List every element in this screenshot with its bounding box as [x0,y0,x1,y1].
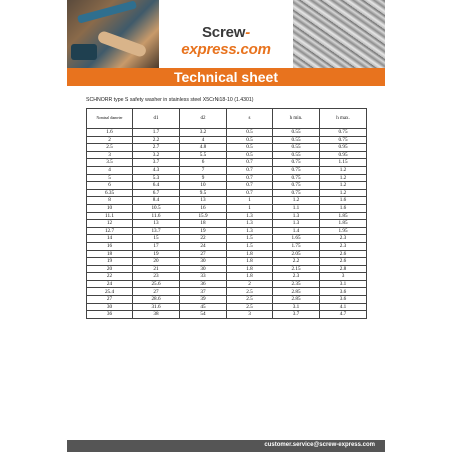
table-cell: 4.1 [320,303,367,311]
table-cell: 15.9 [180,212,227,220]
dimensions-table [86,108,367,319]
table-cell: 20 [87,265,133,273]
table-cell: 36 [87,311,133,319]
table-cell: 1.5 [227,235,273,243]
table-cell: 20 [133,258,180,266]
table-cell: 36 [180,280,227,288]
table-cell: 27 [133,288,180,296]
column-header-d1: d1 [133,109,180,129]
column-header-nominal-diameter: Nominal diameter [87,109,133,129]
table-cell: 11.1 [87,212,133,220]
table-cell: 1 [227,204,273,212]
table-cell: 0.75 [273,166,320,174]
table-cell: 1.6 [87,129,133,137]
table-cell: 0.7 [227,189,273,197]
table-cell: 2.8 [320,265,367,273]
table-cell: 4.3 [133,166,180,174]
column-header-d2: d2 [180,109,227,129]
table-cell: 3 [87,151,133,159]
table-cell: 3.7 [273,311,320,319]
table-row [87,265,367,273]
header-banner [67,0,385,68]
table-cell: 0.7 [227,174,273,182]
table-cell: 45 [180,303,227,311]
table-cell: 2.6 [320,250,367,258]
table-cell: 3.6 [320,288,367,296]
table-cell: 1.3 [227,227,273,235]
table-cell: 2.5 [87,144,133,152]
table-row [87,296,367,304]
table-cell: 0.95 [320,151,367,159]
table-cell: 16 [180,204,227,212]
table-cell: 1.2 [320,189,367,197]
table-row [87,136,367,144]
table-cell: 2.2 [133,136,180,144]
table-cell: 2 [227,280,273,288]
table-row [87,280,367,288]
table-cell: 0.7 [227,166,273,174]
table-cell: 2.35 [273,280,320,288]
table-cell: 1.85 [320,220,367,228]
table-cell: 1.65 [273,235,320,243]
table-cell: 0.7 [227,182,273,190]
table-row [87,129,367,137]
table-cell: 16 [87,242,133,250]
table-cell: 1.7 [133,129,180,137]
table-cell: 37 [180,288,227,296]
table-cell: 3.5 [87,159,133,167]
table-cell: 1.6 [320,197,367,205]
table-cell: 1.3 [227,220,273,228]
table-cell: 3.2 [133,151,180,159]
table-cell: 1.5 [227,242,273,250]
column-header-s: s [227,109,273,129]
table-cell: 22 [87,273,133,281]
table-cell: 28.6 [133,296,180,304]
table-cell: 2.15 [273,265,320,273]
table-cell: 0.55 [273,151,320,159]
table-cell: 0.5 [227,151,273,159]
table-cell: 24 [87,280,133,288]
workshop-tools-photo [67,0,159,68]
table-cell: 1.3 [273,220,320,228]
table-cell: 18 [87,250,133,258]
table-cell: 0.5 [227,136,273,144]
table-cell: 0.75 [320,136,367,144]
table-cell: 3.7 [133,159,180,167]
table-row [87,159,367,167]
table-row [87,258,367,266]
table-cell: 9.5 [180,189,227,197]
table-cell: 8 [87,197,133,205]
table-row [87,174,367,182]
screws-photo [293,0,385,68]
table-row [87,166,367,174]
table-cell: 4 [87,166,133,174]
table-cell: 13.7 [133,227,180,235]
table-cell: 25.4 [87,288,133,296]
table-cell: 3.1 [273,303,320,311]
table-cell: 1.8 [227,265,273,273]
table-cell: 1.2 [273,197,320,205]
table-cell: 9 [180,174,227,182]
table-row [87,197,367,205]
table-cell: 2.3 [273,273,320,281]
table-cell: 2.3 [320,235,367,243]
table-cell: 4.8 [180,144,227,152]
table-cell: 13 [133,220,180,228]
table-cell: 6.4 [133,182,180,190]
table-cell: 2.7 [133,144,180,152]
table-cell: 22 [180,235,227,243]
table-row [87,311,367,319]
table-row [87,250,367,258]
table-cell: 19 [180,227,227,235]
table-cell: 2.2 [273,258,320,266]
table-row [87,235,367,243]
table-cell: 2.5 [227,296,273,304]
table-cell: 23 [133,273,180,281]
table-cell: 5.3 [133,174,180,182]
table-row [87,144,367,152]
table-cell: 0.75 [273,174,320,182]
table-cell: 0.75 [273,159,320,167]
table-cell: 27 [87,296,133,304]
table-cell: 1.6 [320,204,367,212]
table-cell: 0.5 [227,129,273,137]
table-row [87,227,367,235]
table-cell: 0.75 [273,189,320,197]
contact-email-link[interactable]: customer.service@screw-express.com [264,442,375,448]
table-cell: 2.5 [227,303,273,311]
column-header-h-max: h max. [320,109,367,129]
table-cell: 1.2 [320,166,367,174]
table-cell: 30 [180,258,227,266]
table-row [87,273,367,281]
table-cell: 4.7 [320,311,367,319]
brand-logo[interactable] [159,24,293,58]
table-cell: 13 [180,197,227,205]
table-cell: 3.2 [180,129,227,137]
table-cell: 2 [87,136,133,144]
title-bar [67,68,385,86]
table-row [87,242,367,250]
table-cell: 3 [227,311,273,319]
table-cell: 31.6 [133,303,180,311]
table-cell: 21 [133,265,180,273]
table-cell: 8.4 [133,197,180,205]
table-cell: 10 [180,182,227,190]
table-cell: 1.15 [320,159,367,167]
page-title: Technical sheet [173,69,278,85]
table-row [87,182,367,190]
table-cell: 27 [180,250,227,258]
table-cell: 1.1 [273,204,320,212]
table-row [87,151,367,159]
table-cell: 6.7 [133,189,180,197]
logo-text-domain: -express.com [181,24,271,58]
table-cell: 2.5 [227,288,273,296]
footer-bar [67,440,385,452]
table-row [87,189,367,197]
table-cell: 2.6 [320,258,367,266]
table-header-row [87,109,367,129]
table-cell: 12 [87,220,133,228]
table-cell: 30 [87,303,133,311]
table-cell: 2.85 [273,288,320,296]
table-cell: 54 [180,311,227,319]
table-cell: 1 [227,197,273,205]
table-cell: 2.05 [273,250,320,258]
table-cell: 33 [180,273,227,281]
table-cell: 25.6 [133,280,180,288]
table-cell: 1.3 [227,212,273,220]
table-cell: 3.1 [320,280,367,288]
table-cell: 0.55 [273,136,320,144]
table-cell: 14 [87,235,133,243]
table-cell: 5 [87,174,133,182]
table-cell: 17 [133,242,180,250]
table-cell: 10 [87,204,133,212]
column-header-h-min: h min. [273,109,320,129]
table-row [87,220,367,228]
table-cell: 24 [180,242,227,250]
table-cell: 0.95 [320,144,367,152]
table-cell: 19 [133,250,180,258]
table-cell: 15 [133,235,180,243]
table-row [87,288,367,296]
logo-area [159,0,293,68]
table-cell: 38 [133,311,180,319]
table-cell: 12.7 [87,227,133,235]
table-cell: 6 [180,159,227,167]
table-cell: 18 [180,220,227,228]
table-cell: 0.75 [320,129,367,137]
table-cell: 7 [180,166,227,174]
table-cell: 11.6 [133,212,180,220]
table-cell: 30 [180,265,227,273]
table-cell: 2.85 [273,296,320,304]
table-cell: 0.55 [273,144,320,152]
table-row [87,303,367,311]
product-subtitle: SCHNORR type S safety washer in stainless steel X5CrNi18-10 (1.4301) [86,97,254,103]
table-cell: 1.8 [227,250,273,258]
table-row [87,204,367,212]
table-cell: 1.95 [320,227,367,235]
table-cell: 4 [180,136,227,144]
table-cell: 1.75 [273,242,320,250]
table-cell: 10.5 [133,204,180,212]
table-cell: 1.4 [273,227,320,235]
logo-text-screw: Screw [202,24,246,41]
table-cell: 19 [87,258,133,266]
table-cell: 0.7 [227,159,273,167]
table-body [87,129,367,319]
table-cell: 0.75 [273,182,320,190]
table-row [87,212,367,220]
table-cell: 1.8 [227,273,273,281]
table-cell: 1.85 [320,212,367,220]
table-cell: 2.3 [320,242,367,250]
table-cell: 1.2 [320,182,367,190]
table-cell: 6 [87,182,133,190]
table-cell: 5.5 [180,151,227,159]
table-cell: 0.5 [227,144,273,152]
technical-sheet-page [67,0,385,452]
table-cell: 3 [320,273,367,281]
table-cell: 3.6 [320,296,367,304]
table-cell: 1.8 [227,258,273,266]
table-cell: 1.3 [273,212,320,220]
table-cell: 39 [180,296,227,304]
table-cell: 0.55 [273,129,320,137]
table-cell: 6.35 [87,189,133,197]
table-cell: 1.2 [320,174,367,182]
